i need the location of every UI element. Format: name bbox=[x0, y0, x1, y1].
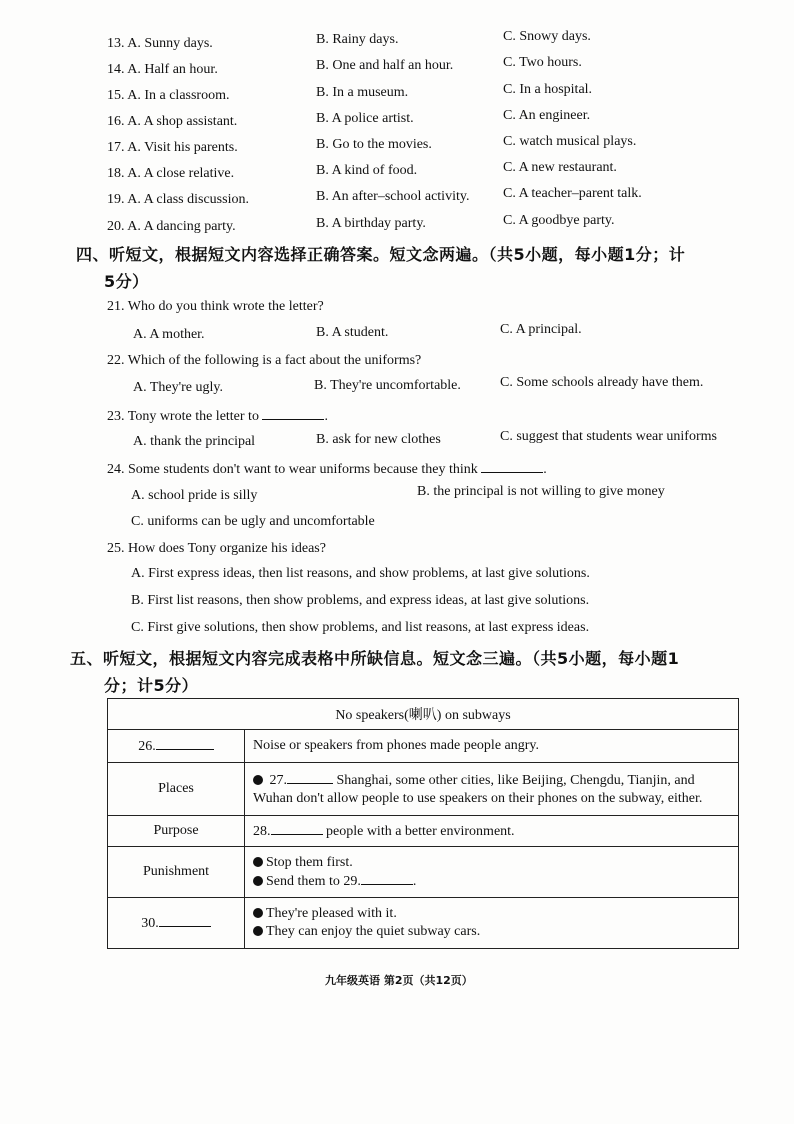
q15-option-a: 15. A. In a classroom. bbox=[107, 88, 230, 103]
q18-option-c: C. A new restaurant. bbox=[503, 160, 617, 175]
row26-answer-blank[interactable] bbox=[156, 737, 214, 750]
q21-option-c: C. A principal. bbox=[500, 322, 582, 337]
section5-heading-line1: 五、听短文，根据短文内容完成表格中所缺信息。短文念三遍。（共5小题，每小题1 bbox=[70, 649, 680, 668]
bullet-icon bbox=[253, 908, 263, 918]
info-table bbox=[107, 698, 739, 949]
q25-option-a: A. First express ideas, then list reasons, and show problems, at last give solutions. bbox=[131, 566, 590, 581]
places-content bbox=[245, 763, 739, 816]
q24-stem bbox=[107, 460, 547, 478]
row26-label: 26. bbox=[138, 739, 156, 754]
table-row-30 bbox=[108, 898, 739, 949]
q21-stem: 21. Who do you think wrote the letter? bbox=[107, 299, 324, 314]
bullet-icon bbox=[253, 775, 263, 785]
q24-option-c: C. uniforms can be ugly and uncomfortable bbox=[131, 514, 375, 529]
purpose-text: people with a better environment. bbox=[326, 824, 515, 839]
q20-option-a: 20. A. A dancing party. bbox=[107, 219, 236, 234]
places-number: 27. bbox=[269, 772, 287, 788]
q24-option-a: A. school pride is silly bbox=[131, 488, 258, 503]
places-text-line2: Wuhan don't allow people to use speakers on their phones on the subway, either. bbox=[253, 790, 703, 806]
places-text-line1: Shanghai, some other cities, like Beijing, Chengdu, Tianjin, and bbox=[336, 772, 695, 788]
punishment-item-2: Send them to 29. bbox=[266, 873, 361, 889]
q22-option-c: C. Some schools already have them. bbox=[500, 375, 704, 390]
q15-option-c: C. In a hospital. bbox=[503, 82, 593, 97]
q16-option-b: B. A police artist. bbox=[316, 111, 414, 126]
q23-stem-text: 23. Tony wrote the letter to bbox=[107, 409, 259, 424]
q13-option-c: C. Snowy days. bbox=[503, 29, 591, 44]
row29-answer-blank[interactable] bbox=[361, 872, 413, 885]
row30-label-cell bbox=[108, 898, 245, 949]
table-header-row bbox=[108, 699, 739, 730]
q25-option-b: B. First list reasons, then show problems, and express ideas, at last give solutions. bbox=[131, 593, 590, 608]
q15-option-b: B. In a museum. bbox=[316, 85, 409, 100]
section5-heading-line2: 分；计5分） bbox=[104, 676, 199, 695]
q20-option-c: C. A goodbye party. bbox=[503, 213, 615, 228]
table-row-26 bbox=[108, 730, 739, 763]
q14-option-c: C. Two hours. bbox=[503, 55, 582, 70]
row30-item-2: They can enjoy the quiet subway cars. bbox=[266, 924, 481, 939]
q18-option-a: 18. A. A close relative. bbox=[107, 166, 235, 181]
q24-option-b: B. the principal is not willing to give money bbox=[417, 484, 665, 499]
punishment-period: . bbox=[412, 873, 417, 889]
purpose-label: Purpose bbox=[108, 816, 245, 847]
q17-option-c: C. watch musical plays. bbox=[503, 134, 637, 149]
section4-heading-line1: 四、听短文，根据短文内容选择正确答案。短文念两遍。（共5小题，每小题1分；计 bbox=[76, 245, 686, 264]
punishment-content bbox=[245, 847, 739, 898]
q17-option-a: 17. A. Visit his parents. bbox=[107, 140, 238, 155]
q22-option-a: A. They're ugly. bbox=[133, 380, 224, 395]
purpose-content bbox=[245, 816, 739, 847]
q25-stem: 25. How does Tony organize his ideas? bbox=[107, 541, 326, 556]
q24-period: . bbox=[543, 462, 547, 477]
q23-option-a: A. thank the principal bbox=[133, 434, 256, 449]
row30-answer-blank[interactable] bbox=[159, 914, 211, 927]
q13-option-b: B. Rainy days. bbox=[316, 32, 399, 47]
bullet-icon bbox=[253, 857, 263, 867]
row28-answer-blank[interactable] bbox=[271, 822, 323, 835]
q22-stem: 22. Which of the following is a fact about the uniforms? bbox=[107, 353, 422, 368]
purpose-number: 28. bbox=[253, 824, 271, 839]
row30-item-1: They're pleased with it. bbox=[266, 906, 397, 921]
q23-stem bbox=[107, 407, 328, 425]
q18-option-b: B. A kind of food. bbox=[316, 163, 418, 178]
q14-option-b: B. One and half an hour. bbox=[316, 58, 454, 73]
table-header: No speakers(喇叭) on subways bbox=[108, 699, 739, 730]
q21-option-b: B. A student. bbox=[316, 325, 389, 340]
q19-option-c: C. A teacher–parent talk. bbox=[503, 186, 642, 201]
q24-stem-text: 24. Some students don't want to wear uniforms because they think bbox=[107, 462, 478, 477]
table-row-punishment bbox=[108, 847, 739, 898]
q17-option-b: B. Go to the movies. bbox=[316, 137, 432, 152]
q19-option-a: 19. A. A class discussion. bbox=[107, 192, 249, 207]
section4-heading-line2: 5分） bbox=[104, 272, 149, 291]
q23-answer-blank[interactable] bbox=[262, 407, 324, 420]
q16-option-c: C. An engineer. bbox=[503, 108, 591, 123]
row26-label-cell bbox=[108, 730, 245, 763]
table-row-purpose bbox=[108, 816, 739, 847]
q24-answer-blank[interactable] bbox=[481, 460, 543, 473]
q23-option-b: B. ask for new clothes bbox=[316, 432, 441, 447]
q23-period: . bbox=[324, 409, 328, 424]
q22-option-b: B. They're uncomfortable. bbox=[314, 378, 461, 393]
page-footer: 九年级英语 第2页（共12页） bbox=[325, 974, 473, 987]
row27-answer-blank[interactable] bbox=[287, 771, 333, 784]
q14-option-a: 14. A. Half an hour. bbox=[107, 62, 218, 77]
punishment-label: Punishment bbox=[108, 847, 245, 898]
q25-option-c: C. First give solutions, then show problems, and list reasons, at last express ideas. bbox=[131, 620, 590, 635]
q23-option-c: C. suggest that students wear uniforms bbox=[500, 429, 717, 444]
q13-option-a: 13. A. Sunny days. bbox=[107, 36, 213, 51]
row30-content bbox=[245, 898, 739, 949]
table-row-places bbox=[108, 763, 739, 816]
punishment-item-1: Stop them first. bbox=[266, 854, 353, 870]
q16-option-a: 16. A. A shop assistant. bbox=[107, 114, 238, 129]
row26-content: Noise or speakers from phones made people angry. bbox=[245, 730, 739, 763]
q21-option-a: A. A mother. bbox=[133, 327, 205, 342]
row30-label: 30. bbox=[141, 916, 159, 931]
bullet-icon bbox=[253, 876, 263, 886]
q19-option-b: B. An after–school activity. bbox=[316, 189, 470, 204]
places-label: Places bbox=[108, 763, 245, 816]
q20-option-b: B. A birthday party. bbox=[316, 216, 426, 231]
bullet-icon bbox=[253, 926, 263, 936]
